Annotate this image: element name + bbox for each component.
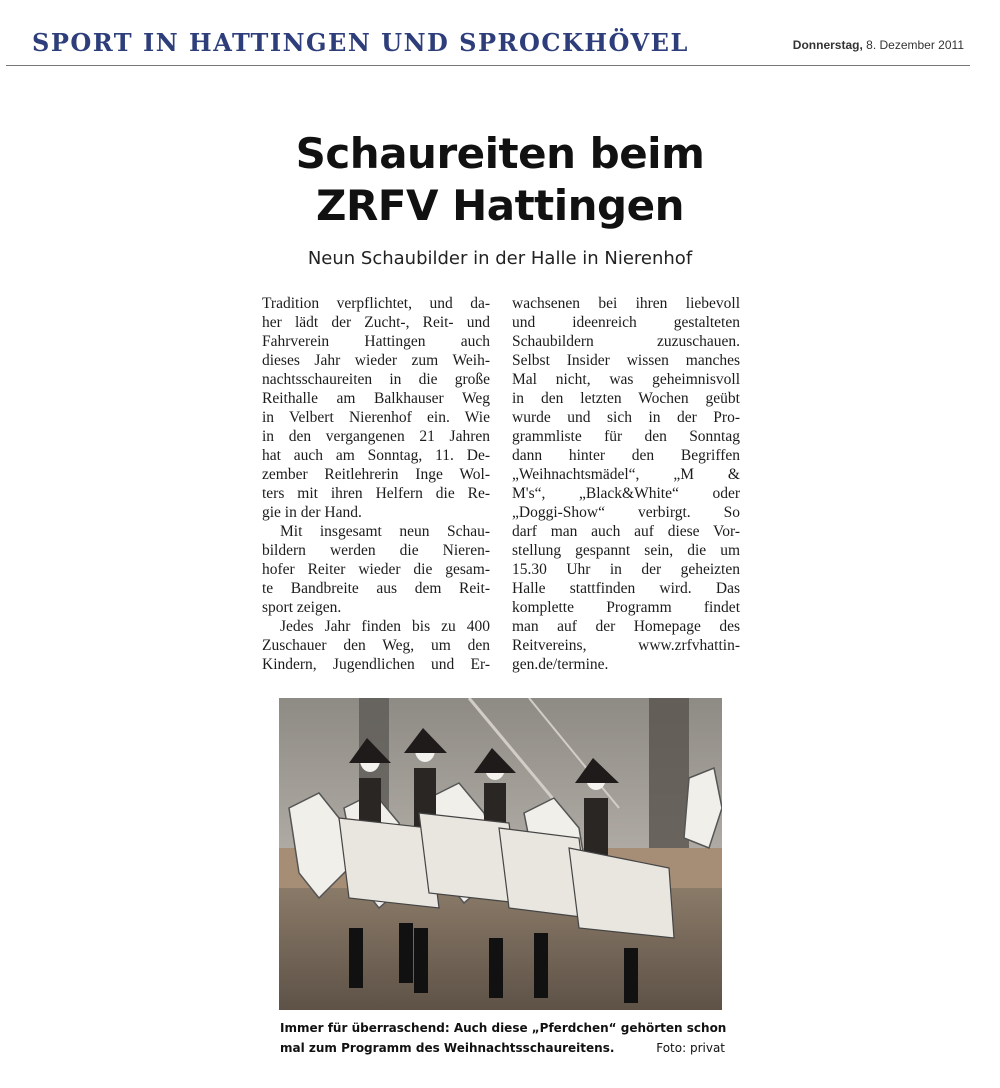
caption-line: Immer für überraschend: Auch diese „Pferdchen“ gehörten schon	[280, 1021, 727, 1035]
article-line: gie in der Hand.	[262, 504, 362, 521]
article-line: dann hinter den Begriffen	[512, 447, 740, 464]
caption-line: mal zum Programm des Weihnachtsschaureitens.	[280, 1041, 615, 1055]
article-line: „Doggi-Show“ verbirgt. So	[512, 504, 740, 521]
article-column-left	[262, 294, 490, 674]
article-line: Fahrverein Hattingen auch	[262, 333, 490, 350]
article-line: und ideenreich gestalteten	[512, 314, 740, 331]
issue-weekday: Donnerstag,	[792, 38, 863, 52]
article-subheadline: Neun Schaubilder in der Halle in Nierenhof	[307, 248, 693, 269]
article-line: sport zeigen.	[262, 599, 342, 616]
article-line: Reithalle am Balkhauser Weg	[262, 390, 490, 407]
article-line: Kindern, Jugendlichen und Er-	[262, 656, 490, 673]
page-header	[0, 0, 1000, 70]
article-line: Mal nicht, was geheimnisvoll	[512, 371, 740, 388]
article-line: Mit insgesamt neun Schau-	[280, 523, 490, 540]
article-column-right	[512, 294, 740, 674]
article-line: M's“, „Black&White“ oder	[512, 485, 740, 502]
issue-date	[793, 38, 964, 52]
article-line: hofer Reiter wieder die gesam-	[262, 561, 490, 578]
article-line: komplette Programm findet	[512, 599, 740, 616]
article-line: Reitvereins, www.zrfvhattin-	[512, 637, 740, 654]
article-line: gen.de/termine.	[512, 656, 609, 673]
article-line: stellung gespannt sein, die um	[512, 542, 740, 559]
article-line: 15.30 Uhr in der geheizten	[512, 561, 740, 578]
article-line: dieses Jahr wieder zum Weih-	[262, 352, 490, 369]
article-line: Jedes Jahr finden bis zu 400	[280, 618, 490, 635]
headline-line: ZRFV Hattingen	[315, 181, 684, 230]
article-line: Tradition verpflichtet, und da-	[262, 295, 490, 312]
article-line: bildern werden die Nieren-	[262, 542, 490, 559]
article-line: Zuschauer den Weg, um den	[262, 637, 490, 654]
issue-date-value: 8. Dezember 2011	[866, 38, 964, 52]
article-line: zember Reitlehrerin Inge Wol-	[262, 466, 490, 483]
article-line: Selbst Insider wissen manches	[512, 352, 740, 369]
photo-riders-hobby-horses	[279, 698, 722, 1010]
article-line: grammliste für den Sonntag	[512, 428, 740, 445]
photo-credit: Foto: privat	[656, 1041, 725, 1055]
article-line: wachsenen bei ihren liebevoll	[512, 295, 740, 312]
article-line: Halle stattfinden wird. Das	[512, 580, 740, 597]
article-line: wurde und sich in der Pro-	[512, 409, 740, 426]
article-line: her lädt der Zucht-, Reit- und	[262, 314, 490, 331]
article-photo	[279, 698, 722, 1010]
article-line: Schaubildern zuzuschauen.	[512, 333, 740, 350]
section-title: SPORT IN HATTINGEN UND SPROCKHÖVEL	[32, 28, 689, 57]
article-headline	[0, 128, 1000, 232]
article-line: hat auch am Sonntag, 11. De-	[262, 447, 490, 464]
article-line: in Velbert Nierenhof ein. Wie	[262, 409, 490, 426]
photo-caption	[280, 1018, 725, 1058]
article-line: darf man auch auf diese Vor-	[512, 523, 740, 540]
article-line: in den letzten Wochen geübt	[512, 390, 740, 407]
headline-line: Schaureiten beim	[295, 129, 705, 178]
header-divider	[6, 65, 970, 66]
article-line: te Bandbreite aus dem Reit-	[262, 580, 490, 597]
article-line: ters mit ihren Helfern die Re-	[262, 485, 490, 502]
article-line: in den vergangenen 21 Jahren	[262, 428, 490, 445]
article-line: nachtsschaureiten in die große	[262, 371, 490, 388]
article-line: „Weihnachtsmädel“, „M &	[512, 466, 740, 483]
article-line: man auf der Homepage des	[512, 618, 740, 635]
